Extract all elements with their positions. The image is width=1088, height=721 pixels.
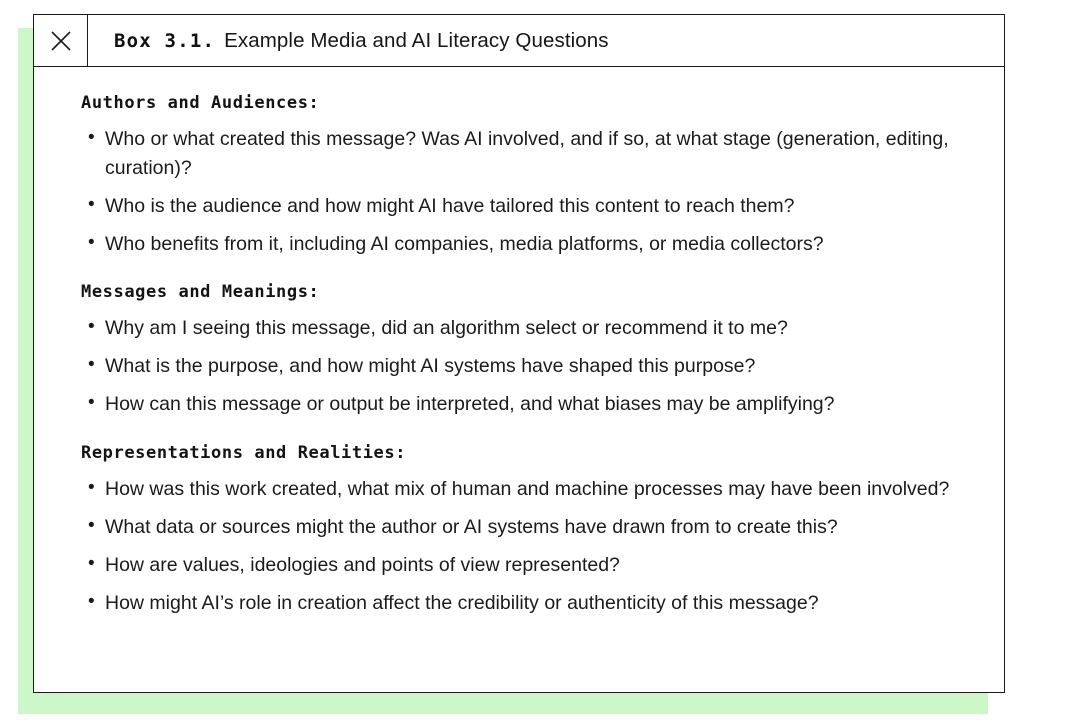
close-icon: [50, 30, 72, 52]
list-item: • How are values, ideologies and points of view represented?: [64, 551, 974, 580]
section-heading: Representations and Realities:: [81, 443, 407, 464]
list-item: • What data or sources might the author or AI systems have drawn from to create this?: [64, 513, 974, 542]
section-authors-and-audiences: [64, 93, 974, 258]
close-button[interactable]: [34, 15, 88, 66]
section-representations-and-realities: [64, 443, 974, 617]
list-item: • Who or what created this message? Was AI involved, and if so, at what stage (generation, editing, curation)?: [64, 125, 974, 183]
section-heading: Authors and Audiences:: [81, 93, 320, 113]
list-item: • How might AI’s role in creation affect the credibility or authenticity of this message?: [64, 589, 974, 618]
callout-box-title: [88, 15, 609, 66]
question-list: [64, 125, 974, 258]
list-item: • What is the purpose, and how might AI systems have shaped this purpose?: [64, 352, 974, 381]
box-number-label: Box 3.1.: [114, 29, 216, 52]
list-item: • How can this message or output be interpreted, and what biases may be amplifying?: [64, 390, 974, 419]
question-list: [64, 314, 974, 419]
list-item: • Who is the audience and how might AI have tailored this content to reach them?: [64, 192, 974, 221]
section-messages-and-meanings: [64, 282, 974, 419]
callout-box-header: [34, 15, 1004, 67]
callout-box-body: [34, 67, 1004, 636]
box-title-text: Example Media and AI Literacy Questions: [224, 28, 609, 52]
list-item: • Who benefits from it, including AI companies, media platforms, or media collectors?: [64, 230, 974, 259]
list-item: • Why am I seeing this message, did an algorithm select or recommend it to me?: [64, 314, 974, 343]
list-item: • How was this work created, what mix of human and machine processes may have been involved?: [64, 475, 974, 504]
section-heading: Messages and Meanings:: [81, 282, 320, 303]
question-list: [64, 475, 974, 617]
callout-box: [33, 14, 1005, 693]
